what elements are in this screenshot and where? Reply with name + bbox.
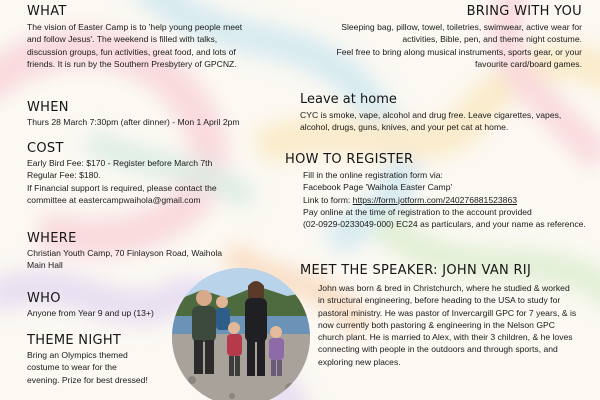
where-section — [27, 231, 289, 272]
bring-section — [290, 4, 582, 70]
when-section — [27, 100, 289, 128]
speaker-section — [300, 263, 595, 368]
what-heading: WHAT — [27, 4, 67, 19]
who-text: Anyone from Year 9 and up (13+) — [27, 308, 154, 318]
cost-text: Early Bird Fee: $170 - Register before March 7th Regular Fee: $180. If Financial support is required, please contact the committee at eastercampwaihola@gmail.com — [27, 158, 217, 205]
bring-heading: BRING WITH YOU — [466, 4, 582, 19]
register-heading: HOW TO REGISTER — [285, 152, 414, 167]
who-heading: WHO — [27, 291, 61, 306]
leave-section — [300, 92, 590, 134]
register-text: Fill in the online registration form via: Facebook Page 'Waihola Easter Camp' Link to form: https://form.jotform.com/240276881523863 Pay online at the time of registration to the account provided (02-0929-0233049-000) EC24 as particulars, and your name as reference. — [303, 170, 586, 230]
what-text: The vision of Easter Camp is to 'help young people meet and follow Jesus'. The weekend is filled with talks, discussion groups, fun activities, great food, and lots of friends. It is run by the Southern Presbytery of GPCNZ. — [27, 22, 243, 69]
theme-night-text: Bring an Olympics themed costume to wear for the evening. Prize for best dressed! — [27, 350, 148, 385]
cost-section — [27, 141, 289, 206]
registration-form-link[interactable]: https://form.jotform.com/240276881523863 — [352, 194, 518, 205]
when-text: Thurs 28 March 7:30pm (after dinner) - Mon 1 April 2pm — [27, 117, 240, 127]
leave-text: CYC is smoke, vape, alcohol and drug free. Leave cigarettes, vapes, alcohol, drugs, guns, knives, and your pet cat at home. — [300, 110, 562, 133]
what-section — [27, 4, 289, 70]
theme-night-heading: THEME NIGHT — [27, 333, 122, 348]
leave-heading: Leave at home — [300, 92, 397, 107]
register-section — [285, 152, 595, 230]
where-text: Christian Youth Camp, 70 Finlayson Road, Waihola Main Hall — [27, 248, 223, 271]
speaker-heading: MEET THE SPEAKER: JOHN VAN RIJ — [300, 263, 532, 278]
bring-text: Sleeping bag, pillow, towel, toiletries, swimwear, active wear for activities, Bible, pen, and theme night costume. Feel free to bring along musical instruments, sports gear, or your favourite card/board games. — [336, 22, 582, 69]
when-heading: WHEN — [27, 100, 69, 115]
theme-night-section — [27, 333, 177, 386]
who-section — [27, 291, 177, 319]
family-photo — [172, 268, 310, 400]
cost-heading: COST — [27, 141, 64, 156]
where-heading: WHERE — [27, 231, 77, 246]
speaker-text: John was born & bred in Christchurch, where he studied & worked in structural engineering, before heading to the USA to study for pastoral ministry. He was pastor of Invercargill GPC for 7 years, & is now currently both pastoring & engineering in the Nelson GPC church plant. He is married to Alex, with their 3 children, & he loves connecting with people in the outdoors and through sports, and exploring new places. — [318, 283, 577, 367]
